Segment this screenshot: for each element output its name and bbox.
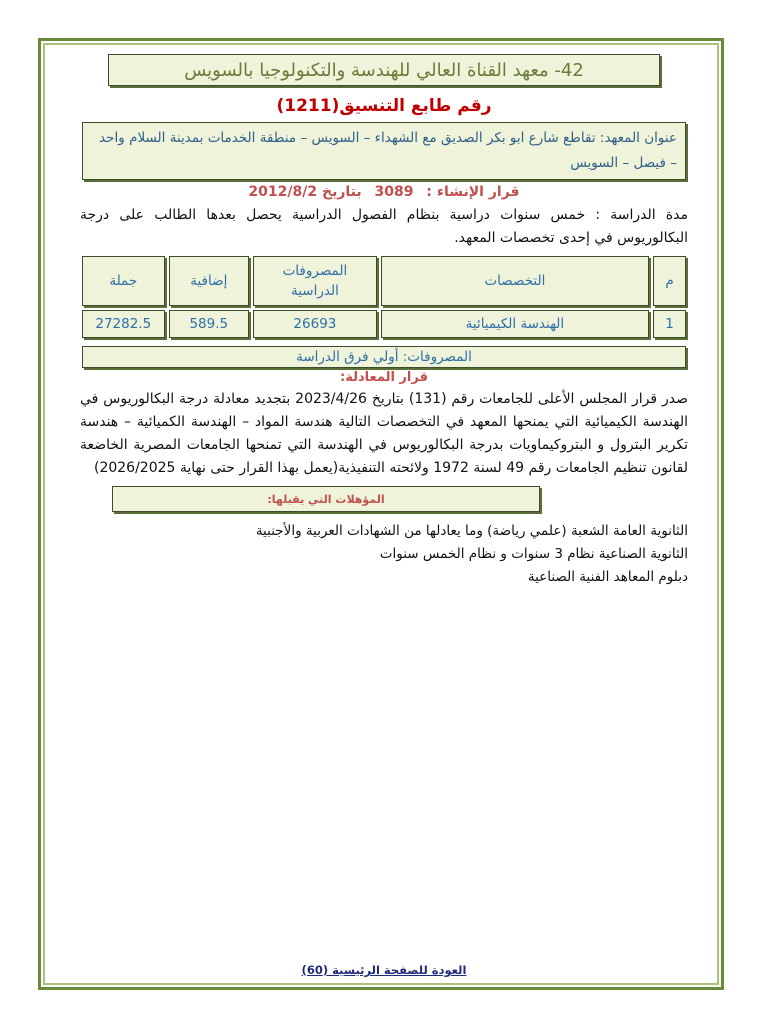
list-item: الثانوية الصناعية نظام 3 سنوات و نظام الخمس سنوات bbox=[379, 546, 688, 562]
decree-number: 3089 bbox=[374, 184, 414, 200]
header-specialization: التخصصات bbox=[381, 256, 649, 306]
fees-note-box bbox=[82, 346, 686, 368]
header-num: م bbox=[653, 256, 686, 306]
establishment-decree bbox=[78, 184, 690, 204]
document-page bbox=[78, 50, 690, 589]
header-tuition bbox=[253, 256, 377, 306]
row-total: 27282.5 bbox=[82, 310, 165, 338]
qualifications-title-box bbox=[112, 486, 540, 512]
table-row bbox=[82, 310, 686, 338]
equivalency-title: قرار المعادلة: bbox=[340, 370, 428, 385]
fees-table-header bbox=[82, 256, 686, 306]
equivalency-text: صدر قرار المجلس الأعلى للجامعات رقم (131) بتاريخ 2023/4/26 بتجديد معادلة درجة البكالوريوس في الهندسة الكيميائية التي يمنحها المعهد في التخصصات التالية هندسة المواد – الهندسة الكميائية – هندسة تكرير البترول و البتروكيماويات بدرجة البكالوريوس في الهندسة التي تمنحها الجامعات المصرية الخاضعة لقانون تنظيم الجامعات رقم 49 لسنة 1972 ولائحته التنفيذية(يعمل بهذا القرار حتى نهاية 2026/2025) bbox=[80, 391, 688, 476]
fees-note: المصروفات: أولي فرق الدراسة bbox=[296, 349, 472, 365]
row-additional: 589.5 bbox=[169, 310, 249, 338]
decree-date: بتاريخ 2012/8/2 bbox=[248, 184, 362, 200]
institute-title: 42- معهد القناة العالي للهندسة والتكنولوجيا بالسويس bbox=[184, 59, 584, 81]
coordination-number: رقم طابع التنسيق(1211) bbox=[276, 96, 492, 116]
list-item: الثانوية العامة الشعبة (علمي رياضة) وما يعادلها من الشهادات العربية والأجنبية bbox=[255, 523, 688, 539]
header-tuition-line2: الدراسية bbox=[290, 283, 339, 299]
row-specialization: الهندسة الكيميائية bbox=[381, 310, 649, 338]
institute-title-box bbox=[108, 54, 660, 86]
qualifications-list bbox=[78, 520, 690, 589]
back-to-home-link[interactable]: العودة للصفحة الرئيسية (60) bbox=[301, 963, 467, 977]
address-box bbox=[82, 122, 686, 180]
decree-label: قرار الإنشاء : bbox=[426, 184, 520, 200]
fees-table bbox=[78, 252, 690, 342]
row-num: 1 bbox=[653, 310, 686, 338]
header-tuition-line1: المصروفات bbox=[282, 263, 348, 279]
institute-address: عنوان المعهد: تقاطع شارع ابو بكر الصديق مع الشهداء – السويس – منطقة الخدمات بمدينة السلام واحد – فيصل – السويس bbox=[99, 130, 677, 171]
header-total: جملة bbox=[82, 256, 165, 306]
header-additional: إضافية bbox=[169, 256, 249, 306]
study-duration: مدة الدراسة : خمس سنوات دراسية بنظام الفصول الدراسية يحصل بعدها الطالب على درجة البكالوريوس في إحدى تخصصات المعهد. bbox=[80, 207, 688, 246]
qualifications-title: المؤهلات التي يقبلها: bbox=[267, 492, 385, 506]
row-tuition: 26693 bbox=[253, 310, 377, 338]
list-item: دبلوم المعاهد الفنية الصناعية bbox=[527, 569, 688, 585]
